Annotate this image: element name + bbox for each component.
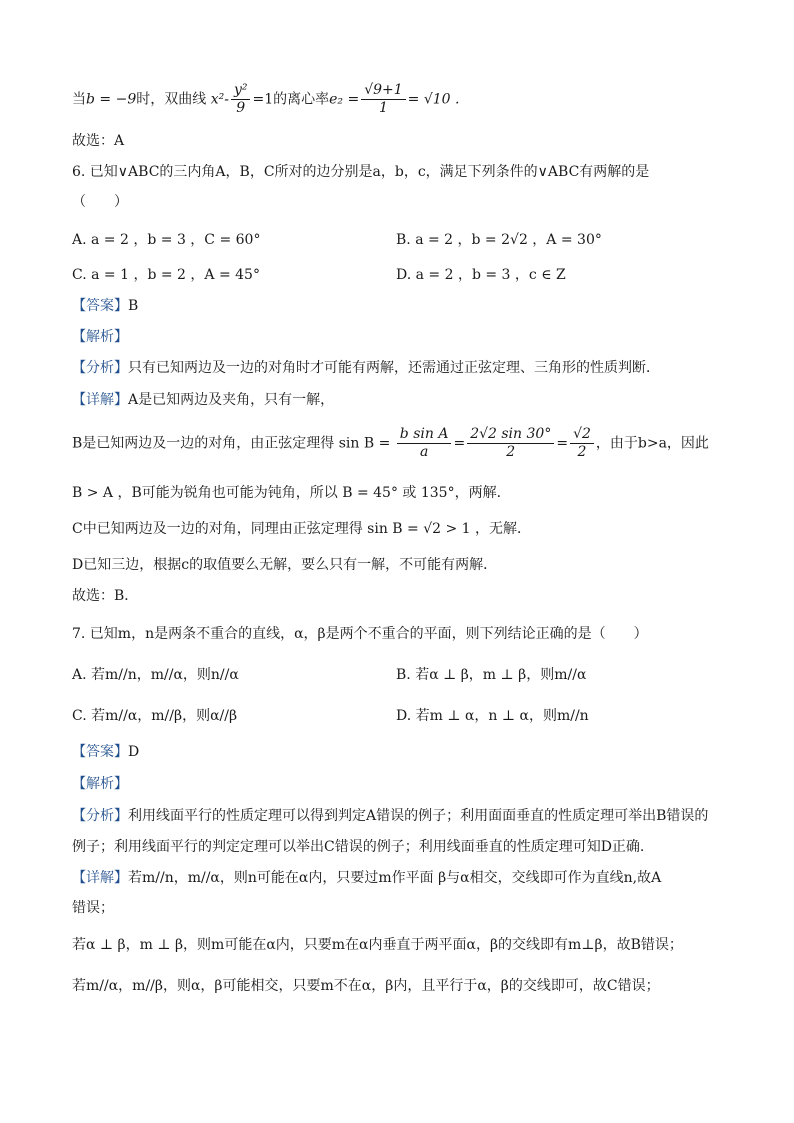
q7-xiangjie-2: 错误； [72, 900, 114, 916]
q7-xiangjie-1: 【详解】若m//n，m//α，则n可能在α内，只要过m作平面 β与α相交，交线即可作为直线n,故A [72, 870, 662, 886]
q6-stem: 6. 已知∨ABC的三内角A，B，C所对的边分别是a，b，c，满足下列条件的∨ABC有两解的是 [72, 164, 650, 180]
q6-d-reasoning: D已知三边，根据c的取值要么无解，要么只有一解，不可能有两解． [72, 557, 498, 573]
q6-xiangjie: 【详解】A是已知两边及夹角，只有一解， [72, 392, 335, 408]
text-mid: 时，双曲线 [136, 91, 207, 108]
q6-c-reasoning: C中已知两边及一边的对角，同理由正弦定理得 sin B = √2 > 1 ，无解． [72, 521, 532, 537]
q6-choose: 故选：B． [72, 588, 139, 604]
eccentricity-line [72, 82, 734, 117]
q6-jiexi: 【解析】 [72, 329, 128, 345]
text-pre: 当 [72, 91, 86, 108]
q6-option-a: A. a = 2 ，b = 3 ，C = 60° [72, 232, 261, 248]
choose-a: 故选：A [72, 133, 125, 149]
math-e2: e₂ = [329, 91, 360, 108]
math-x2: x²- [210, 91, 229, 108]
q7-option-c: C. 若m//α，m//β，则α//β [72, 708, 238, 724]
math-tail: = √10 . [407, 91, 460, 108]
q6-paren: （ ） [72, 194, 128, 210]
q6-b-conclusion: B > A ，B可能为锐角也可能为钝角，所以 B = 45° 或 135°，两解． [72, 485, 511, 501]
q7-answer: 【答案】D [72, 744, 140, 760]
q7-stem: 7. 已知m，n是两条不重合的直线，α，β是两个不重合的平面，则下列结论正确的是（ ） [72, 626, 648, 642]
q6-fenxi: 【分析】只有已知两边及一边的对角时才可能有两解，还需通过正弦定理、三角形的性质判断． [72, 360, 660, 376]
q7-option-b: B. 若α ⊥ β，m ⊥ β，则m//α [396, 667, 587, 683]
q6-option-d: D. a = 2 ，b = 3 ，c ∈ Z [396, 267, 566, 283]
q6-options-row1 [72, 231, 734, 249]
q7-option-a: A. 若m//n，m//α，则n//α [72, 667, 239, 683]
q7-c-reasoning: 若m//α，m//β，则α，β可能相交，只要m不在α，β内，且平行于α，β的交线即可，故C错误； [72, 978, 660, 994]
q6-option-b: B. a = 2 ，b = 2√2 ，A = 30° [396, 232, 602, 248]
q7-fenxi-1: 【分析】利用线面平行的性质定理可以得到判定A错误的例子；利用面面垂直的性质定理可举出B错误的 [72, 808, 709, 824]
q7-jiexi: 【解析】 [72, 776, 128, 792]
q7-option-d: D. 若m ⊥ α，n ⊥ α，则m//n [396, 708, 589, 724]
q6-option-c: C. a = 1 ，b = 2 ，A = 45° [72, 267, 260, 283]
q6-b-reasoning: B是已知两边及一边的对角，由正弦定理得 sin B = $\frac{\text{b sin A}}{a}$ = $\frac{2√2 \sin 30^\circ}{2}$ = $\frac{√2}{2}$ ，由于b>a，因此 [72, 426, 709, 460]
q7-options-row1 [72, 666, 734, 684]
q7-fenxi-2: 例子；利用线面平行的判定定理可以举出C错误的例子；利用线面垂直的性质定理可知D正确. [72, 839, 645, 855]
q6-options-row2 [72, 266, 734, 284]
q6-answer: 【答案】B [72, 298, 139, 314]
q7-options-row2 [72, 707, 734, 725]
fraction-y2-9: $\frac{\text{y²}}{9}$ [231, 82, 251, 117]
q7-b-reasoning: 若α ⊥ β，m ⊥ β，则m可能在α内，只要m在α内垂直于两平面α，β的交线即有m⊥β，故B错误； [72, 937, 683, 953]
text-eq1: =1的离心率 [252, 91, 330, 108]
fraction-sqrt: $\frac{√9+1}{1}$ [361, 82, 405, 117]
math-b: b = −9 [86, 91, 137, 108]
